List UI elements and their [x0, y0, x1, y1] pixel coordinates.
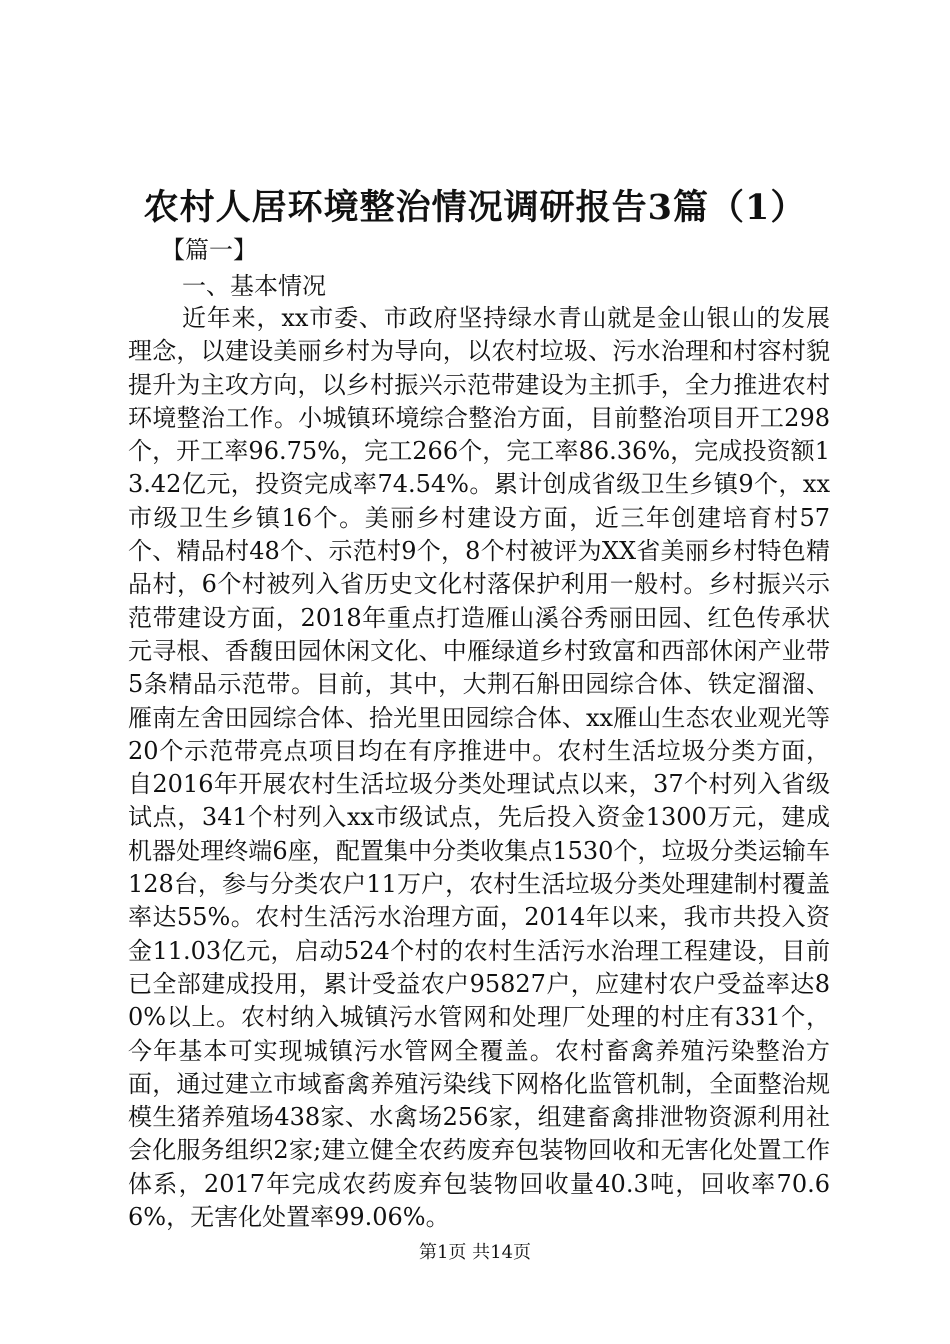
page-footer: 第1页 共14页 — [418, 1242, 532, 1263]
document-title: 农村人居环境整治情况调研报告3篇（1） — [143, 187, 807, 228]
section-label: 【篇一】 — [161, 236, 257, 264]
section-heading: 一、基本情况 — [182, 272, 326, 300]
body-paragraph: 近年来，xx市委、市政府坚持绿水青山就是金山银山的发展理念，以建设美丽乡村为导向，以农村垃圾、污水治理和村容村貌提升为主攻方向，以乡村振兴示范带建设为主抓手，全力推进农村环境整治工作。小城镇环境综合整治方面，目前整治项目开工298个，开工率96.75%，完工266个，完工率86.36%，完成投资额13.42亿元，投资完成率74.54%。累计创成省级卫生乡镇9个，xx市级卫生乡镇16个。美丽乡村建设方面，近三年创建培育村57个、精品村48个、示范村9个，8个村被评为XX省美丽乡村特色精品村，6个村被列入省历史文化村落保护利用一般村。乡村振兴示范带建设方面，2018年重点打造雁山溪谷秀丽田园、红色传承状元寻根、香馥田园休闲文化、中雁绿道乡村致富和西部休闲产业带5条精品示范带。目前，其中，大荆石斛田园综合体、铁定溜溜、雁南左舍田园综合体、拾光里田园综合体、xx雁山生态农业观光等20个示范带亮点项目均在有序推进中。农村生活垃圾分类方面，自2016年开展农村生活垃圾分类处理试点以来，37个村列入省级试点，341个村列入xx市级试点，先后投入资金1300万元，建成机器处理终端6座，配置集中分类收集点1530个，垃圾分类运输车128台，参与分类农户11万户，农村生活垃圾分类处理建制村覆盖率达55%。农村生活污水治理方面，2014年以来，我市共投入资金11.03亿元，启动524个村的农村生活污水治理工程建设，目前已全部建成投用，累计受益农户95827户，应建村农户受益率达80%以上。农村纳入城镇污水管网和处理厂处理的村庄有331个，今年基本可实现城镇污水管网全覆盖。农村畜禽养殖污染整治方面，通过建立市域畜禽养殖污染线下网格化监管机制，全面整治规模生猪养殖场438家、水禽场256家，组建畜禽排泄物资源利用社会化服务组织2家;建立健全农药废弃包装物回收和无害化处置工作体系，2017年完成农药废弃包装物回收量40.3吨，回收率70.66%，无害化处置率99.06%。 — [128, 304, 830, 1232]
